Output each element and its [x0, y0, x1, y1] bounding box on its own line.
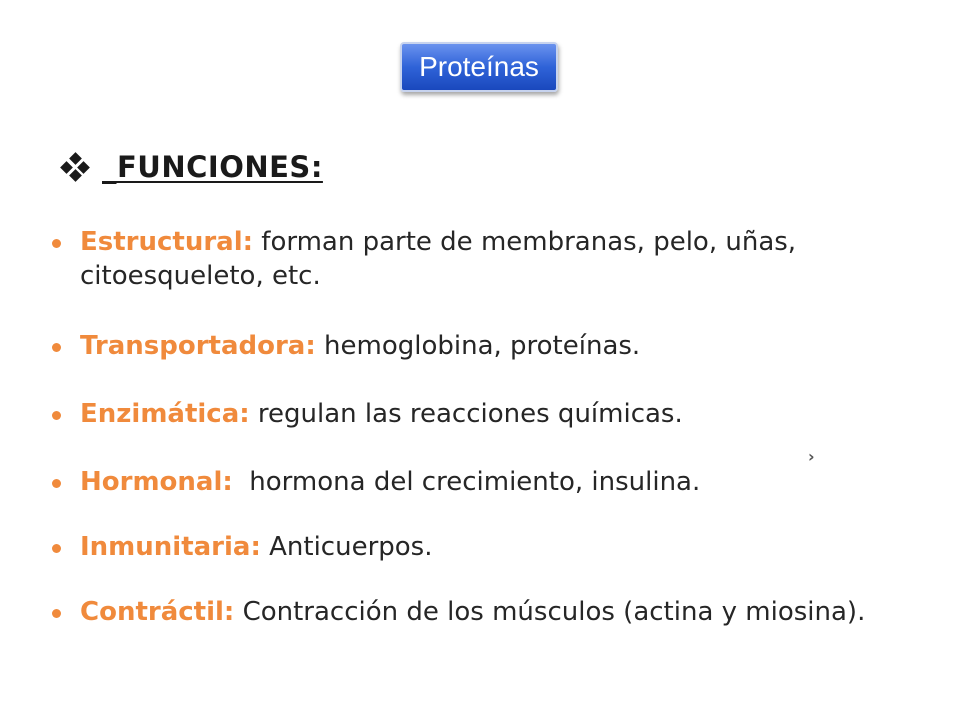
slide-title-badge: Proteínas	[400, 42, 558, 92]
list-item	[50, 595, 960, 629]
function-term: Estructural:	[80, 227, 254, 257]
orange-dot-icon	[52, 609, 61, 618]
function-term: Hormonal:	[80, 467, 233, 497]
list-item	[50, 225, 960, 293]
list-item	[50, 397, 960, 431]
function-description: forman parte de membranas, pelo, uñas, citoesqueleto, etc.	[80, 227, 797, 291]
section-heading-text: _FUNCIONES:	[102, 150, 323, 184]
orange-dot-icon	[52, 239, 61, 248]
list-item	[50, 329, 960, 363]
function-term: Contráctil:	[80, 597, 235, 627]
function-term: Enzimática:	[80, 399, 250, 429]
function-description: Contracción de los músculos (actina y miosina).	[234, 597, 866, 627]
stray-chevron-mark: ›	[808, 447, 815, 466]
function-term: Inmunitaria:	[80, 532, 261, 562]
function-description: hemoglobina, proteínas.	[315, 331, 641, 361]
orange-dot-icon	[52, 544, 61, 553]
orange-dot-icon	[52, 479, 61, 488]
function-term: Transportadora:	[80, 331, 316, 361]
list-item	[50, 530, 960, 564]
function-description: Anticuerpos.	[260, 532, 433, 562]
four-diamonds-icon	[62, 154, 88, 180]
function-description: hormona del crecimiento, insulina.	[232, 467, 701, 497]
list-item	[50, 465, 960, 499]
function-description: regulan las reacciones químicas.	[249, 399, 683, 429]
orange-dot-icon	[52, 411, 61, 420]
orange-dot-icon	[52, 343, 61, 352]
section-heading	[62, 150, 323, 184]
